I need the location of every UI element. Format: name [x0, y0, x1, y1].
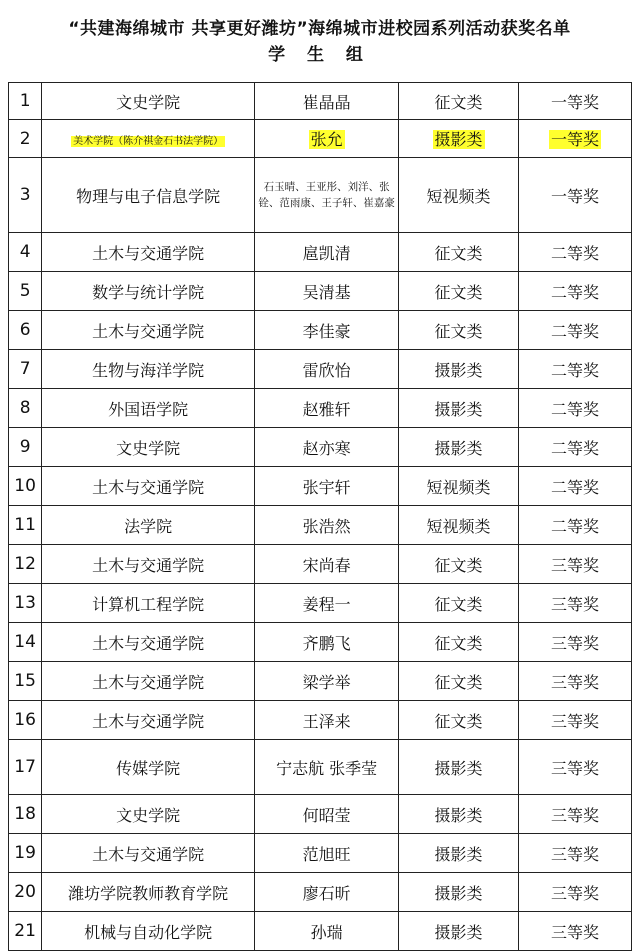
- winner-name-cell-text: 宁志航 张季莹: [276, 758, 378, 778]
- winner-name-cell-text: 张浩然: [302, 516, 351, 536]
- winner-name-cell-text: 孙瑞: [310, 922, 343, 942]
- table-row: [9, 83, 632, 120]
- college-cell: [42, 467, 255, 506]
- row-number: [9, 83, 42, 120]
- category-cell-text: 摄影类: [434, 130, 483, 149]
- award-level-cell-text: 三等奖: [550, 672, 599, 692]
- college-cell: [42, 272, 255, 311]
- winner-name-cell-text: 崔晶晶: [302, 92, 351, 112]
- winner-name-cell-text: 雷欣怡: [302, 360, 351, 380]
- award-level-cell: [518, 506, 631, 545]
- category-cell-text: 短视频类: [426, 477, 491, 497]
- winner-name-cell: [255, 834, 399, 873]
- college-cell: [42, 584, 255, 623]
- college-cell: [42, 350, 255, 389]
- college-cell-text: 生物与海洋学院: [92, 360, 205, 380]
- award-table-body: [9, 83, 632, 951]
- college-cell-text: 法学院: [124, 516, 173, 536]
- award-level-cell: [518, 545, 631, 584]
- college-cell-text: 传媒学院: [116, 758, 181, 778]
- row-number: [9, 873, 42, 912]
- award-level-cell-text: 一等奖: [550, 186, 599, 206]
- award-level-cell: [518, 834, 631, 873]
- college-cell-text: 物理与电子信息学院: [76, 186, 221, 206]
- table-row: [9, 506, 632, 545]
- winner-name-cell: [255, 83, 399, 120]
- row-number: [9, 834, 42, 873]
- college-cell: [42, 873, 255, 912]
- table-row: [9, 272, 632, 311]
- winner-name-cell: [255, 912, 399, 951]
- award-level-cell: [518, 272, 631, 311]
- award-level-cell-text: 一等奖: [550, 130, 599, 149]
- row-number-text: 3: [19, 185, 31, 205]
- row-number-text: 12: [14, 554, 36, 574]
- award-level-cell: [518, 311, 631, 350]
- table-row: [9, 233, 632, 272]
- college-cell-text: 机械与自动化学院: [84, 922, 213, 942]
- award-level-cell-text: 三等奖: [550, 555, 599, 575]
- table-row: [9, 701, 632, 740]
- table-row: [9, 350, 632, 389]
- college-cell: [42, 740, 255, 795]
- winner-name-cell-text: 宋尚春: [302, 555, 351, 575]
- winner-name-cell: [255, 506, 399, 545]
- category-cell-text: 摄影类: [434, 805, 483, 825]
- row-number-text: 14: [14, 632, 36, 652]
- college-cell-text: 土木与交通学院: [92, 633, 205, 653]
- award-level-cell: [518, 584, 631, 623]
- winner-name-cell-text: 赵雅轩: [302, 399, 351, 419]
- winner-name-cell-text: 赵亦寒: [302, 438, 351, 458]
- award-level-cell-text: 二等奖: [550, 438, 599, 458]
- category-cell: [399, 272, 519, 311]
- category-cell: [399, 795, 519, 834]
- table-row: [9, 311, 632, 350]
- category-cell-text: 征文类: [434, 282, 483, 302]
- category-cell: [399, 428, 519, 467]
- table-row: [9, 467, 632, 506]
- college-cell: [42, 795, 255, 834]
- college-cell-text: 土木与交通学院: [92, 321, 205, 341]
- category-cell: [399, 912, 519, 951]
- college-cell-text: 文史学院: [116, 92, 181, 112]
- category-cell: [399, 83, 519, 120]
- award-level-cell-text: 三等奖: [550, 805, 599, 825]
- table-row: [9, 428, 632, 467]
- row-number: [9, 584, 42, 623]
- category-cell-text: 摄影类: [434, 360, 483, 380]
- winner-name-cell-text: 姜程一: [302, 594, 351, 614]
- category-cell-text: 摄影类: [434, 438, 483, 458]
- table-row: [9, 120, 632, 158]
- category-cell: [399, 545, 519, 584]
- winner-name-cell-text: 范旭旺: [302, 844, 351, 864]
- category-cell: [399, 311, 519, 350]
- category-cell: [399, 584, 519, 623]
- award-level-cell: [518, 662, 631, 701]
- category-cell-text: 征文类: [434, 555, 483, 575]
- category-cell: [399, 740, 519, 795]
- winner-name-cell-text: 廖石昕: [302, 883, 351, 903]
- category-cell: [399, 834, 519, 873]
- award-level-cell-text: 三等奖: [550, 758, 599, 778]
- category-cell: [399, 873, 519, 912]
- row-number-text: 7: [19, 359, 31, 379]
- category-cell: [399, 158, 519, 233]
- award-level-cell: [518, 912, 631, 951]
- winner-name-cell: [255, 467, 399, 506]
- category-cell: [399, 233, 519, 272]
- winner-name-cell-text: 齐鹏飞: [302, 633, 351, 653]
- category-cell-text: 征文类: [434, 711, 483, 731]
- winner-name-cell-text: 扈凯清: [302, 243, 351, 263]
- college-cell: [42, 701, 255, 740]
- category-cell-text: 摄影类: [434, 758, 483, 778]
- category-cell: [399, 623, 519, 662]
- award-level-cell-text: 二等奖: [550, 399, 599, 419]
- award-level-cell-text: 三等奖: [550, 883, 599, 903]
- row-number-text: 10: [14, 476, 36, 496]
- row-number: [9, 120, 42, 158]
- category-cell-text: 征文类: [434, 594, 483, 614]
- category-cell-text: 征文类: [434, 92, 483, 112]
- category-cell: [399, 701, 519, 740]
- award-level-cell-text: 三等奖: [550, 922, 599, 942]
- award-level-cell: [518, 701, 631, 740]
- row-number: [9, 428, 42, 467]
- row-number: [9, 701, 42, 740]
- college-cell: [42, 662, 255, 701]
- award-level-cell: [518, 389, 631, 428]
- college-cell: [42, 545, 255, 584]
- winner-name-cell: [255, 662, 399, 701]
- award-level-cell-text: 三等奖: [550, 594, 599, 614]
- award-level-cell-text: 一等奖: [550, 92, 599, 112]
- award-level-cell-text: 三等奖: [550, 633, 599, 653]
- award-level-cell-text: 三等奖: [550, 711, 599, 731]
- college-cell: [42, 912, 255, 951]
- college-cell: [42, 311, 255, 350]
- award-level-cell-text: 二等奖: [550, 360, 599, 380]
- document-title: “共建海绵城市 共享更好潍坊”海绵城市进校园系列活动获奖名单: [68, 19, 571, 39]
- college-cell: [42, 506, 255, 545]
- award-level-cell-text: 二等奖: [550, 516, 599, 536]
- row-number-text: 21: [14, 921, 36, 941]
- row-number: [9, 545, 42, 584]
- category-cell-text: 摄影类: [434, 844, 483, 864]
- award-table: [8, 82, 632, 951]
- college-cell-text: 土木与交通学院: [92, 243, 205, 263]
- winner-name-cell-text: 李佳豪: [302, 321, 351, 341]
- college-cell-text: 文史学院: [116, 805, 181, 825]
- category-cell-text: 征文类: [434, 633, 483, 653]
- row-number-text: 11: [14, 515, 36, 535]
- college-cell-text: 土木与交通学院: [92, 672, 205, 692]
- category-cell: [399, 350, 519, 389]
- award-level-cell: [518, 120, 631, 158]
- row-number: [9, 623, 42, 662]
- college-cell: [42, 120, 255, 158]
- table-row: [9, 834, 632, 873]
- winner-name-cell-text: 张宇轩: [302, 477, 351, 497]
- category-cell-text: 摄影类: [434, 883, 483, 903]
- college-cell-text: 土木与交通学院: [92, 555, 205, 575]
- award-level-cell: [518, 158, 631, 233]
- document-subtitle: 学 生 组: [268, 45, 371, 65]
- table-row: [9, 584, 632, 623]
- row-number: [9, 389, 42, 428]
- award-level-cell: [518, 740, 631, 795]
- row-number: [9, 233, 42, 272]
- row-number: [9, 272, 42, 311]
- award-level-cell: [518, 233, 631, 272]
- row-number-text: 18: [14, 804, 36, 824]
- row-number: [9, 740, 42, 795]
- table-row: [9, 873, 632, 912]
- college-cell-text: 潍坊学院教师教育学院: [68, 883, 229, 903]
- row-number-text: 13: [14, 593, 36, 613]
- table-row: [9, 795, 632, 834]
- row-number-text: 16: [14, 710, 36, 730]
- winner-name-cell: [255, 701, 399, 740]
- college-cell: [42, 83, 255, 120]
- table-row: [9, 740, 632, 795]
- college-cell: [42, 158, 255, 233]
- row-number-text: 2: [19, 128, 31, 149]
- row-number-text: 8: [19, 398, 31, 418]
- category-cell-text: 短视频类: [426, 516, 491, 536]
- category-cell: [399, 467, 519, 506]
- category-cell: [399, 506, 519, 545]
- winner-name-cell-text: 何昭莹: [302, 805, 351, 825]
- college-cell: [42, 623, 255, 662]
- college-cell-text: 土木与交通学院: [92, 844, 205, 864]
- award-level-cell-text: 三等奖: [550, 844, 599, 864]
- table-row: [9, 389, 632, 428]
- table-row: [9, 912, 632, 951]
- row-number: [9, 467, 42, 506]
- table-row: [9, 158, 632, 233]
- category-cell-text: 摄影类: [434, 922, 483, 942]
- college-cell-text: 美术学院（陈介祺金石书法学院）: [73, 136, 224, 147]
- category-cell-text: 征文类: [434, 243, 483, 263]
- row-number-text: 5: [19, 281, 31, 301]
- category-cell: [399, 662, 519, 701]
- category-cell: [399, 389, 519, 428]
- winner-name-cell-text: 石玉晴、王亚彤、刘洋、张铨、范雨康、王子轩、崔嘉豪: [258, 180, 395, 209]
- row-number-text: 19: [14, 843, 36, 863]
- category-cell-text: 短视频类: [426, 186, 491, 206]
- winner-name-cell: [255, 350, 399, 389]
- winner-name-cell-text: 吴清基: [302, 282, 351, 302]
- row-number-text: 15: [14, 671, 36, 691]
- winner-name-cell: [255, 545, 399, 584]
- college-cell: [42, 389, 255, 428]
- winner-name-cell-text: 张允: [310, 130, 343, 149]
- row-number: [9, 795, 42, 834]
- college-cell: [42, 834, 255, 873]
- winner-name-cell-text: 王泽来: [302, 711, 351, 731]
- award-level-cell-text: 二等奖: [550, 243, 599, 263]
- winner-name-cell: [255, 120, 399, 158]
- winner-name-cell: [255, 795, 399, 834]
- college-cell-text: 数学与统计学院: [92, 282, 205, 302]
- college-cell-text: 外国语学院: [108, 399, 189, 419]
- winner-name-cell: [255, 873, 399, 912]
- table-row: [9, 623, 632, 662]
- award-level-cell: [518, 795, 631, 834]
- row-number-text: 9: [19, 437, 31, 457]
- winner-name-cell: [255, 233, 399, 272]
- award-level-cell-text: 二等奖: [550, 321, 599, 341]
- winner-name-cell: [255, 272, 399, 311]
- award-level-cell: [518, 467, 631, 506]
- award-level-cell: [518, 83, 631, 120]
- winner-name-cell: [255, 623, 399, 662]
- row-number: [9, 506, 42, 545]
- row-number-text: 6: [19, 320, 31, 340]
- award-level-cell: [518, 873, 631, 912]
- college-cell: [42, 428, 255, 467]
- college-cell-text: 计算机工程学院: [92, 594, 205, 614]
- category-cell-text: 征文类: [434, 321, 483, 341]
- row-number: [9, 912, 42, 951]
- row-number: [9, 311, 42, 350]
- winner-name-cell: [255, 389, 399, 428]
- row-number-text: 1: [19, 91, 31, 111]
- award-level-cell: [518, 350, 631, 389]
- winner-name-cell: [255, 311, 399, 350]
- row-number: [9, 350, 42, 389]
- category-cell-text: 征文类: [434, 672, 483, 692]
- winner-name-cell-text: 梁学举: [302, 672, 351, 692]
- table-row: [9, 545, 632, 584]
- college-cell-text: 土木与交通学院: [92, 711, 205, 731]
- winner-name-cell: [255, 158, 399, 233]
- winner-name-cell: [255, 428, 399, 467]
- college-cell-text: 文史学院: [116, 438, 181, 458]
- row-number: [9, 158, 42, 233]
- row-number-text: 17: [14, 757, 36, 777]
- college-cell: [42, 233, 255, 272]
- category-cell-text: 摄影类: [434, 399, 483, 419]
- winner-name-cell: [255, 740, 399, 795]
- row-number: [9, 662, 42, 701]
- award-level-cell: [518, 428, 631, 467]
- award-level-cell-text: 二等奖: [550, 282, 599, 302]
- row-number-text: 4: [19, 242, 31, 262]
- college-cell-text: 土木与交通学院: [92, 477, 205, 497]
- category-cell: [399, 120, 519, 158]
- award-level-cell-text: 二等奖: [550, 477, 599, 497]
- winner-name-cell: [255, 584, 399, 623]
- row-number-text: 20: [14, 882, 36, 902]
- table-row: [9, 662, 632, 701]
- award-level-cell: [518, 623, 631, 662]
